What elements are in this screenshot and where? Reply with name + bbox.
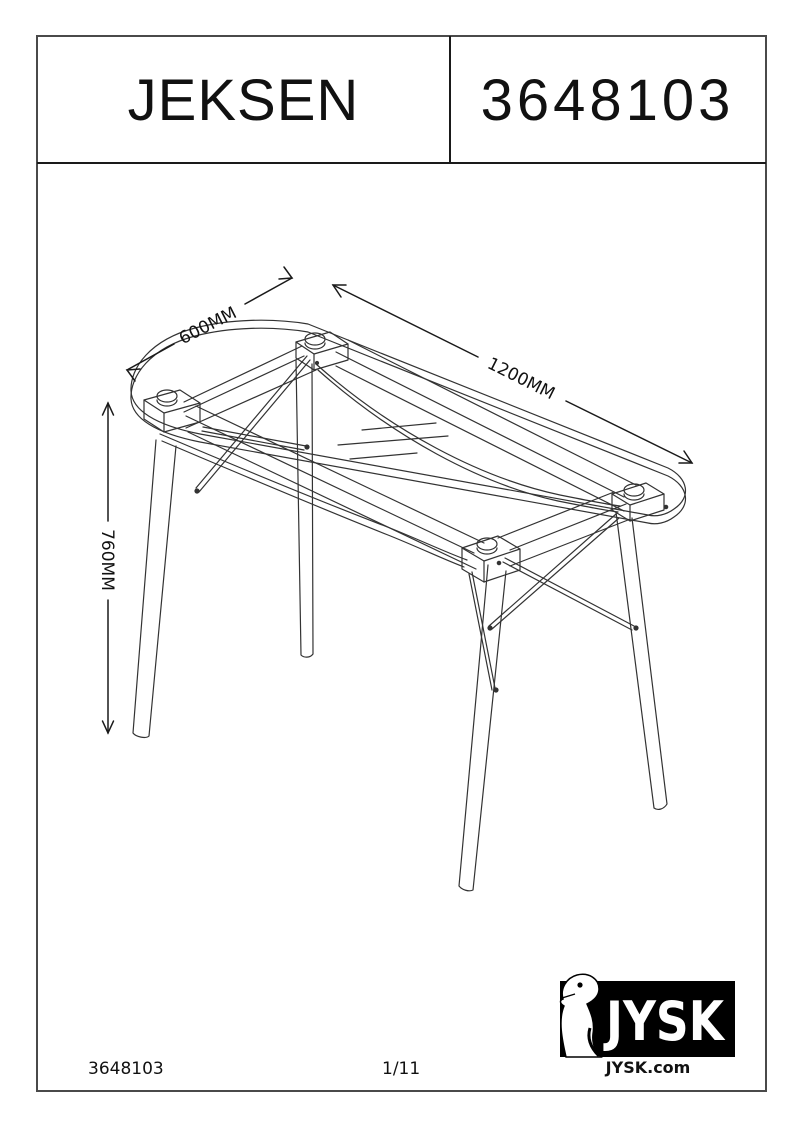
jysk-logo [560,974,735,1077]
goose-eye [577,982,582,987]
desk-illustration [131,320,686,891]
product-name: JEKSEN [127,67,360,133]
footer-page-indicator: 1/11 [382,1059,421,1079]
corner-block-front-right [462,536,520,582]
leg-back-left [296,360,313,657]
dimension-width [127,267,292,381]
dimension-length-label: 1200MM [484,353,558,405]
leg-front-right [459,565,506,891]
dimension-height [97,403,117,733]
leg-front-left [133,440,176,737]
brand-website: JYSK.com [605,1058,691,1077]
suction-disc [624,484,644,496]
logo-wordmark: JYSK [602,990,726,1053]
rail-front [186,406,484,569]
dimension-height-label: 760MM [97,529,117,591]
article-number: 3648103 [480,67,735,133]
arrowhead [279,267,292,279]
footer-article-number: 3648103 [88,1059,164,1079]
dimension-length [333,285,692,463]
leg-back-right [616,512,667,809]
dimension-width-label: 600MM [175,303,241,349]
